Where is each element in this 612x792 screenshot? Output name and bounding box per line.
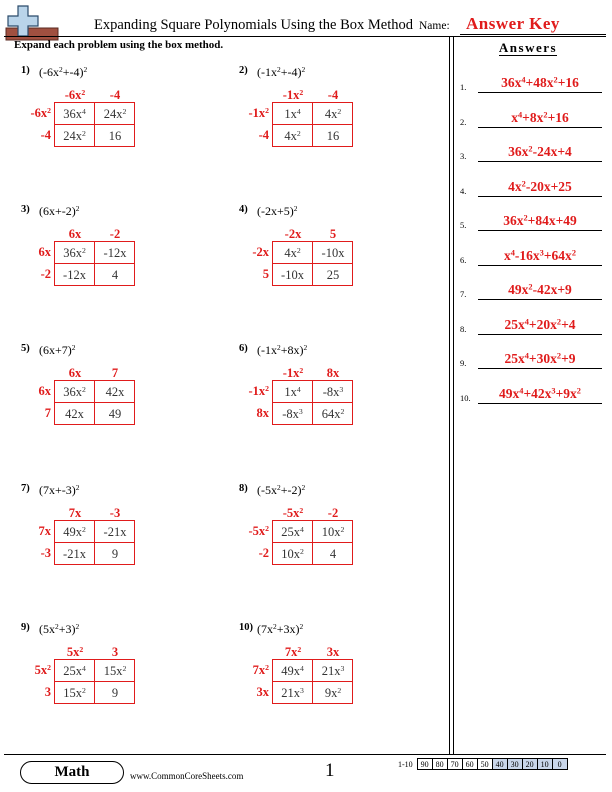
column-term: $7x^2$ <box>284 644 302 659</box>
answer-number: 3. <box>460 151 467 161</box>
site-url: www.CommonCoreSheets.com <box>130 771 244 781</box>
answer-number: 1. <box>460 82 467 92</box>
box-cell: $21x^3$ <box>273 682 313 704</box>
box-cell: $10x^2$ <box>313 521 353 543</box>
problem-number: 6) <box>239 343 248 355</box>
answer-number: 7. <box>460 289 467 299</box>
answer-line[interactable] <box>478 403 602 404</box>
problem-number: 2) <box>239 65 248 76</box>
score-cell: 10 <box>537 758 553 770</box>
row-term: 6x <box>38 245 51 260</box>
answer-line[interactable] <box>478 196 602 197</box>
answer-row <box>460 382 602 404</box>
box-cell: 4 <box>329 546 337 561</box>
box-grid <box>272 102 353 147</box>
problem-8 <box>239 483 439 593</box>
column-term: 6x <box>68 227 82 242</box>
box-cell: $9x^2$ <box>324 685 342 700</box>
score-cell: 0 <box>552 758 568 770</box>
answer-row <box>460 71 602 93</box>
box-cell: 42x <box>95 381 135 403</box>
score-cell: 30 <box>507 758 523 770</box>
row-term: 8x <box>256 406 269 421</box>
problem-expression: $(-1x^2+-4)^2$ <box>257 64 306 79</box>
answer-number: 8. <box>460 323 467 334</box>
answer-value: $36x^2-24x+4$ <box>508 144 572 159</box>
box-cell: 49 <box>108 407 122 422</box>
box-cell: -10x <box>313 242 353 264</box>
problem-4 <box>239 204 439 314</box>
problem-number: 1) <box>21 65 30 76</box>
problem-expression: $(-1x^2+8x)^2$ <box>257 343 308 358</box>
box-cell: $21x^3$ <box>313 660 353 682</box>
answer-column-border-inner <box>453 36 454 754</box>
answer-number: 10. <box>460 392 471 403</box>
answer-number: 9. <box>460 358 467 368</box>
box-grid <box>54 241 135 286</box>
box-cell: -21x <box>55 543 95 565</box>
answer-value: $x^4+8x^2+16$ <box>511 109 569 125</box>
problem-expression: $(6x+-2)^2$ <box>39 204 80 219</box>
column-term: -2x <box>284 227 302 242</box>
row-term: -2 <box>40 267 51 282</box>
problem-expression: $(-2x+5)^2$ <box>257 204 298 219</box>
answer-row <box>460 278 602 300</box>
problem-expression: $(7x+-3)^2$ <box>39 482 80 497</box>
box-cell: $49x^2$ <box>55 521 95 543</box>
column-term: 8x <box>326 366 340 381</box>
column-term: $-1x^2$ <box>282 87 304 102</box>
problem-number: 4) <box>239 204 248 216</box>
row-term: -2x <box>252 245 269 260</box>
answer-number: 6. <box>460 254 467 265</box>
problem-number: 7) <box>21 482 30 494</box>
column-term: $-1x^2$ <box>282 366 304 381</box>
box-grid <box>54 520 135 565</box>
box-cell: $64x^2$ <box>321 407 345 422</box>
problem-10 <box>239 622 439 732</box>
answers-heading: Answers <box>498 40 558 55</box>
answer-row <box>460 175 602 197</box>
score-strip <box>398 758 568 770</box>
column-term: $-6x^2$ <box>64 87 86 102</box>
answer-value: $36x^2+84x+49$ <box>503 213 577 228</box>
worksheet-title: Expanding Square Polynomials Using the Box Method <box>94 17 413 33</box>
answer-column-border <box>449 36 450 754</box>
column-term: 6x <box>68 366 82 381</box>
problem-5 <box>21 343 221 453</box>
box-cell: $24x^2$ <box>55 125 95 147</box>
answer-number: 2. <box>460 116 467 127</box>
column-term: 7x <box>68 505 82 520</box>
problem-expression: $(-6x^2+-4)^2$ <box>39 64 88 79</box>
box-cell: $49x^4$ <box>273 660 313 682</box>
footer-divider <box>4 754 606 755</box>
name-field-line[interactable] <box>460 34 606 35</box>
box-cell: $36x^4$ <box>55 103 95 125</box>
row-term: -4 <box>258 128 269 142</box>
answer-row <box>460 140 602 162</box>
box-grid <box>54 102 135 147</box>
box-cell: -12x <box>55 264 95 286</box>
answer-value: $36x^4+48x^2+16$ <box>501 75 579 90</box>
box-grid <box>272 380 353 425</box>
box-cell: $36x^2$ <box>55 381 95 403</box>
column-term: 5 <box>329 227 337 242</box>
row-term: $-5x^2$ <box>248 523 269 538</box>
box-cell: $4x^2$ <box>273 125 313 147</box>
box-cell: 4 <box>111 268 119 283</box>
score-cell: 20 <box>522 758 538 770</box>
box-cell: $1x^4$ <box>273 103 313 125</box>
column-term: -2 <box>327 505 339 520</box>
row-term: $-6x^2$ <box>30 105 51 120</box>
problem-9 <box>21 622 221 732</box>
column-term: $5x^2$ <box>66 644 84 659</box>
answer-value: $49x^4+42x^3+9x^2$ <box>499 385 581 401</box>
answer-value: $25x^4+20x^2+4$ <box>504 316 576 332</box>
box-cell: $15x^2$ <box>55 682 95 704</box>
box-cell: -21x <box>95 521 135 543</box>
problem-2 <box>239 65 439 175</box>
box-cell: $15x^2$ <box>95 660 135 682</box>
column-term: $-5x^2$ <box>282 505 304 520</box>
answer-value: $25x^4+30x^2+9$ <box>504 351 576 366</box>
column-term: 3 <box>111 644 119 659</box>
problem-expression: $(-5x^2+-2)^2$ <box>257 482 306 497</box>
row-term: $7x^2$ <box>252 662 269 677</box>
box-cell: 16 <box>326 129 340 143</box>
box-cell: 9 <box>111 685 119 700</box>
column-term: -4 <box>327 88 339 102</box>
problem-expression: $(7x^2+3x)^2$ <box>257 621 304 636</box>
box-cell: $4x^2$ <box>273 242 313 264</box>
problem-number: 10) <box>239 621 253 633</box>
box-grid <box>54 659 135 704</box>
box-cell: 42x <box>55 403 95 425</box>
problem-6 <box>239 343 439 453</box>
answer-line[interactable] <box>478 299 602 300</box>
box-cell: 16 <box>108 129 122 143</box>
column-term: -3 <box>109 505 121 520</box>
box-cell: 25 <box>326 268 340 283</box>
box-cell: 9 <box>111 546 119 561</box>
problem-7 <box>21 483 221 593</box>
row-term: $-1x^2$ <box>248 105 269 120</box>
header-divider <box>4 36 606 37</box>
box-grid <box>54 380 135 425</box>
answer-row <box>460 313 602 335</box>
page-number: 1 <box>325 760 335 781</box>
column-term: -2 <box>109 227 121 242</box>
answer-row <box>460 106 602 128</box>
box-cell: $25x^4$ <box>273 521 313 543</box>
score-cell: 80 <box>432 758 448 770</box>
problem-number: 9) <box>21 621 30 633</box>
instructions: Expand each problem using the box method. <box>14 39 224 51</box>
row-term: 3x <box>256 684 269 699</box>
answer-line[interactable] <box>478 368 602 369</box>
row-term: 7x <box>38 523 51 538</box>
score-cell: 70 <box>447 758 463 770</box>
box-cell: $-8x^3$ <box>313 381 353 403</box>
score-cell: 40 <box>492 758 508 770</box>
problem-expression: $(6x+7)^2$ <box>39 343 76 358</box>
box-cell: $4x^2$ <box>313 103 353 125</box>
answer-row <box>460 244 602 266</box>
problem-number: 3) <box>21 204 30 216</box>
answer-row <box>460 209 602 231</box>
row-term: -3 <box>40 545 51 560</box>
score-cell: 60 <box>462 758 478 770</box>
box-grid <box>272 520 353 565</box>
problem-expression: $(5x^2+3)^2$ <box>39 621 80 636</box>
answer-value: $4x^2-20x+25$ <box>508 178 572 194</box>
answer-line[interactable] <box>478 127 602 128</box>
problem-number: 8) <box>239 482 248 494</box>
box-cell: $24x^2$ <box>95 103 135 125</box>
box-cell: $25x^4$ <box>55 660 95 682</box>
answer-line[interactable] <box>478 265 602 266</box>
score-cell: 50 <box>477 758 493 770</box>
row-term: -4 <box>40 128 51 142</box>
box-cell: $36x^2$ <box>55 242 95 264</box>
answer-number: 5. <box>460 220 467 230</box>
score-cell: 90 <box>417 758 433 770</box>
subject-badge: Math <box>20 761 124 784</box>
answer-key-label: Answer Key <box>466 14 560 33</box>
row-term: 5 <box>262 267 269 282</box>
name-label: Name: <box>419 20 450 32</box>
column-term: 3x <box>326 644 340 659</box>
row-term: -2 <box>258 545 269 560</box>
answer-row <box>460 347 602 369</box>
row-term: $-1x^2$ <box>248 384 269 399</box>
box-grid <box>272 241 353 286</box>
column-term: -4 <box>109 88 121 102</box>
answer-line[interactable] <box>478 92 602 93</box>
box-grid <box>272 659 353 704</box>
row-term: $5x^2$ <box>34 662 51 677</box>
box-cell: -12x <box>95 242 135 264</box>
answer-value: $49x^2-42x+9$ <box>508 282 572 297</box>
row-term: 6x <box>38 384 51 399</box>
box-cell: $1x^4$ <box>273 381 313 403</box>
answer-line[interactable] <box>478 161 602 162</box>
problem-number: 5) <box>21 343 30 355</box>
box-cell: $-8x^3$ <box>273 403 313 425</box>
answer-line[interactable] <box>478 334 602 335</box>
problem-1 <box>21 65 221 175</box>
answer-line[interactable] <box>478 230 602 231</box>
score-range-label: 1-10 <box>398 759 413 769</box>
box-cell: -10x <box>273 264 313 286</box>
row-term: 7 <box>44 406 51 421</box>
problem-3 <box>21 204 221 314</box>
row-term: 3 <box>44 684 51 699</box>
box-cell: $10x^2$ <box>273 543 313 565</box>
column-term: 7 <box>111 366 119 381</box>
answer-value: $x^4-16x^3+64x^2$ <box>503 247 576 263</box>
answer-number: 4. <box>460 185 467 196</box>
